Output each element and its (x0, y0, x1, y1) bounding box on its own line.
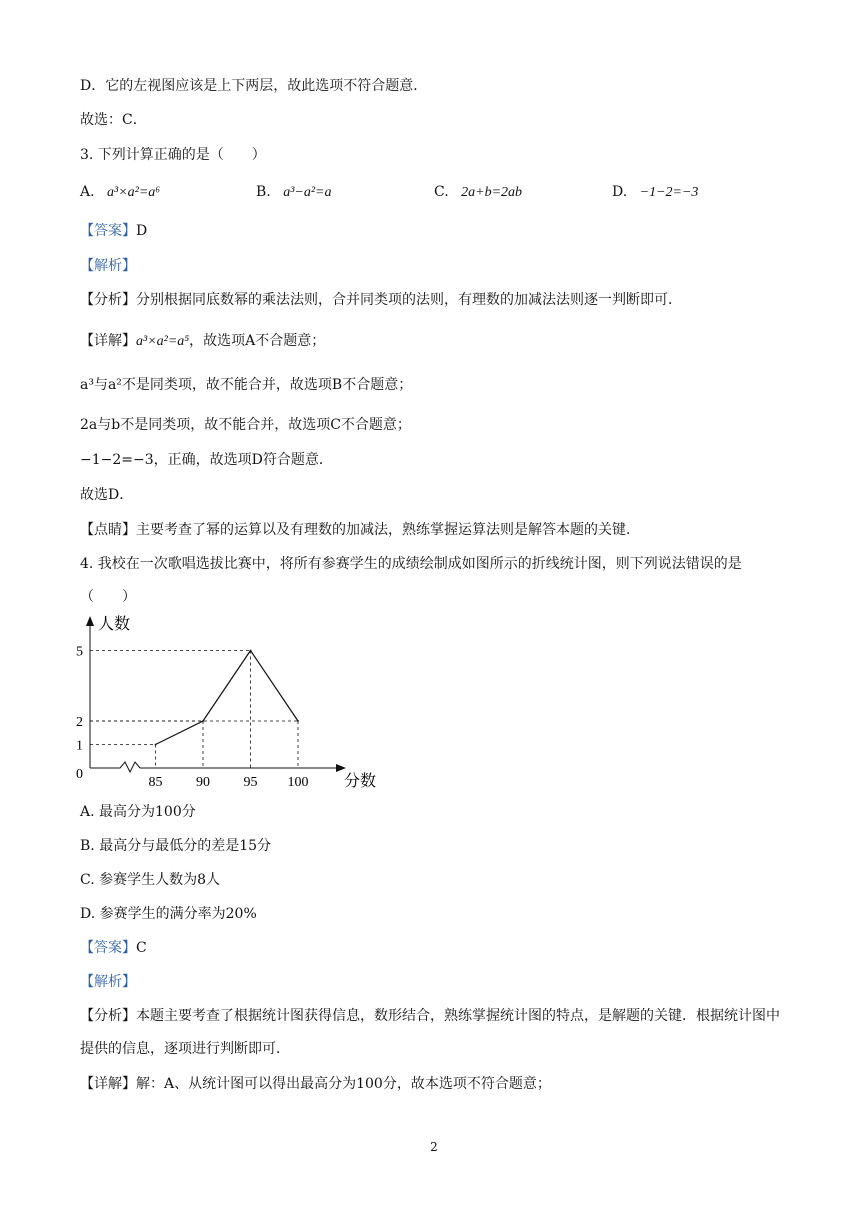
data-point (155, 744, 157, 746)
chart-marks (90, 650, 299, 768)
option-label: D. (612, 184, 628, 200)
detail-line: 2a与b不是同类项，故不能合并，故选项C不合题意； (80, 417, 411, 433)
q4-option-a: A. 最高分为100分 (80, 804, 196, 820)
option-label: B. (256, 184, 271, 200)
math-expression: a³×a²=a⁵ (136, 334, 190, 349)
data-point (250, 650, 252, 652)
data-point (297, 720, 299, 722)
detail-line: 故选D． (80, 487, 134, 503)
answer-line (80, 221, 147, 241)
option-label: A. (80, 184, 95, 200)
series-line (156, 651, 299, 745)
x-axis-arrow (336, 764, 346, 772)
analysis-tag: 【解析】 (80, 258, 136, 274)
x-tick-label: 100 (287, 775, 309, 790)
x-tick-label: 95 (243, 775, 258, 790)
option-expression: 2a+b=2ab (461, 185, 523, 200)
question-3: 3. 下列计算正确的是（ ） (80, 147, 266, 163)
analysis-line (80, 1000, 788, 1066)
option-label: C. (434, 184, 449, 200)
section-tag: 【分析】 (80, 1008, 136, 1024)
q4-option-d: D. 参赛学生的满分率为20% (80, 906, 257, 922)
y-tick-label: 2 (76, 715, 83, 730)
text-line: 故选：C． (80, 112, 147, 128)
y-tick-label: 1 (76, 738, 83, 754)
detail-line (80, 331, 325, 352)
section-tag: 【分析】 (80, 292, 136, 308)
x-axis-break (90, 762, 140, 772)
detail-line (80, 1074, 551, 1094)
y-tick-label: 5 (76, 644, 83, 660)
section-text: 本题主要考查了根据统计图获得信息，数形结合，熟练掌握统计图的特点，是解题的关键．根据统计图中提供的信息，逐项进行判断即可． (80, 1008, 780, 1057)
analysis-line (80, 290, 682, 310)
question-4: 4. 我校在一次歌唱选拔比赛中，将所有参赛学生的成绩绘制成如图所示的折线统计图，则下列说法错误的是（ ） (80, 556, 742, 605)
x-tick-label: 85 (148, 775, 163, 790)
q4-option-b: B. 最高分与最低分的差是15分 (80, 838, 272, 854)
y-axis-label: 人数 (98, 616, 131, 633)
page-number: 2 (430, 1140, 438, 1154)
q3-option-d (612, 182, 698, 203)
section-tag: 【详解】 (80, 1076, 136, 1092)
q3-option-c (434, 182, 522, 203)
option-expression: a³×a²=a⁶ (107, 185, 161, 200)
answer-line (80, 938, 147, 958)
data-point (202, 720, 204, 722)
option-expression: a³−a²=a (283, 185, 332, 200)
section-text: 分别根据同底数幂的乘法法则，合并同类项的法则，有理数的加减法法则逐一判断即可． (136, 292, 682, 308)
q3-option-b (256, 182, 332, 203)
answer-tag: 【答案】 (80, 940, 136, 956)
answer-tag: 【答案】 (80, 223, 136, 239)
section-text: 主要考查了幂的运算以及有理数的加减法，熟练掌握运算法则是解答本题的关键． (136, 522, 640, 538)
text-line: D．它的左视图应该是上下两层，故此选项不符合题意． (80, 78, 428, 94)
remark-line (80, 520, 640, 540)
answer-value: D (136, 223, 148, 239)
analysis-tag: 【解析】 (80, 974, 136, 990)
origin-label: 0 (76, 767, 83, 782)
option-expression: −1−2=−3 (639, 185, 699, 200)
detail-line: −1−2=−3，正确，故选项D符合题意． (80, 452, 333, 468)
section-tag: 【详解】 (80, 333, 136, 349)
section-text: 解：A、从统计图可以得出最高分为100分，故本选项不符合题意； (136, 1076, 551, 1092)
answer-value: C (136, 940, 147, 956)
line-chart (60, 610, 390, 795)
section-text: ，故选项A不合题意； (189, 333, 326, 349)
section-tag: 【点睛】 (80, 522, 136, 538)
y-axis-arrow (86, 616, 94, 626)
x-axis-label: 分数 (344, 773, 377, 790)
q4-option-c: C. 参赛学生人数为8人 (80, 872, 221, 888)
detail-line: a³与a²不是同类项，故不能合并，故选项B不合题意； (80, 377, 413, 393)
chart-axes (76, 615, 376, 790)
q3-option-a (80, 182, 160, 203)
x-tick-label: 90 (196, 775, 210, 790)
